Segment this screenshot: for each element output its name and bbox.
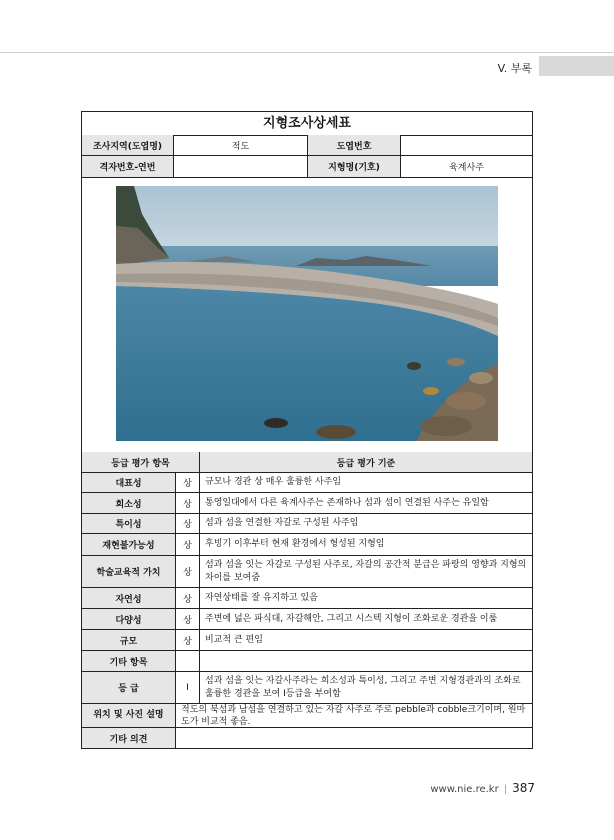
grading-item-header: 등급 평가 항목: [82, 452, 200, 473]
grading-item: 기타 항목: [82, 651, 176, 672]
survey-sheet: [81, 111, 533, 749]
grading-criteria: [200, 651, 532, 672]
landform-name-label: 지형명(기호): [308, 156, 401, 178]
grading-item: 학술교육적 가치: [82, 556, 176, 588]
grading-criteria: 자연상태를 잘 유지하고 있음: [200, 588, 532, 609]
grading-item: 희소성: [82, 493, 176, 514]
grading-item: 자연성: [82, 588, 176, 609]
grading-grade: 상: [176, 609, 200, 630]
grid-number-label: 격자번호-연번: [82, 156, 174, 178]
page-number: 387: [512, 781, 535, 795]
grading-item: 다양성: [82, 609, 176, 630]
grading-item: 대표성: [82, 473, 176, 493]
grading-criteria: 후빙기 이후부터 현재 환경에서 형성된 지형임: [200, 534, 532, 556]
grading-criteria: 규모나 경관 상 매우 훌륭한 사주임: [200, 473, 532, 493]
location-description: 적도의 북섬과 남섬을 연결하고 있는 자갈 사주로 주로 pebble과 cobble크기이며, 원마도가 비교적 좋음.: [176, 704, 532, 728]
footer-site: www.nie.re.kr: [430, 784, 499, 795]
map-number-value: [401, 135, 532, 156]
grading-criteria: 주변에 넓은 파식대, 자갈해안, 그리고 시스텍 지형이 조화로운 경관을 이룸: [200, 609, 532, 630]
survey-area-value: 적도: [174, 135, 308, 156]
grading-grade: [176, 651, 200, 672]
location-label: 위치 및 사진 설명: [82, 704, 176, 728]
grading-grade: 상: [176, 473, 200, 493]
section-tab-bar: [539, 56, 614, 76]
grid-number-value: [174, 156, 308, 178]
final-grade-label: 등 급: [82, 672, 176, 704]
footer: [430, 781, 535, 795]
grading-grade: 상: [176, 588, 200, 609]
grading-grade: 상: [176, 534, 200, 556]
grading-item: 규모: [82, 630, 176, 651]
grading-criteria: 통영일대에서 다른 육계사주는 존재하나 섬과 섬이 연결된 사주는 유일함: [200, 493, 532, 514]
other-opinion-value: [176, 728, 532, 748]
survey-area-label: 조사지역(도엽명): [82, 135, 174, 156]
landform-name-value: 육계사주: [401, 156, 532, 178]
grading-criteria: 비교적 큰 편임: [200, 630, 532, 651]
photo-area: [82, 178, 532, 453]
final-grade-criteria: 섬과 섬을 잇는 자갈사주라는 희소성과 특이성, 그리고 주변 지형경관과의 조화로 훌륭한 경관을 보여 Ⅰ등급을 부여함: [200, 672, 532, 704]
section-label: V. 부록: [497, 62, 532, 75]
footer-separator: |: [503, 784, 508, 795]
grading-grade: 상: [176, 556, 200, 588]
grading-item: 특이성: [82, 514, 176, 534]
grading-criteria: 섬과 섬을 잇는 자갈로 구성된 사주로, 자갈의 공간적 분급은 파랑의 영향과 지형의 차이를 보여줌: [200, 556, 532, 588]
top-rule: [0, 52, 614, 53]
grading-criteria: 섬과 섬을 연결한 자갈로 구성된 사주임: [200, 514, 532, 534]
landscape-photo-icon: [116, 186, 498, 441]
other-opinion-label: 기타 의견: [82, 728, 176, 748]
grading-grade: 상: [176, 493, 200, 514]
grading-criteria-header: 등급 평가 기준: [200, 452, 532, 473]
sheet-title: 지형조사상세표: [82, 112, 532, 136]
grading-grade: 상: [176, 630, 200, 651]
map-number-label: 도엽번호: [308, 135, 401, 156]
final-grade-value: Ⅰ: [176, 672, 200, 704]
grading-item: 재현불가능성: [82, 534, 176, 556]
grading-grade: 상: [176, 514, 200, 534]
